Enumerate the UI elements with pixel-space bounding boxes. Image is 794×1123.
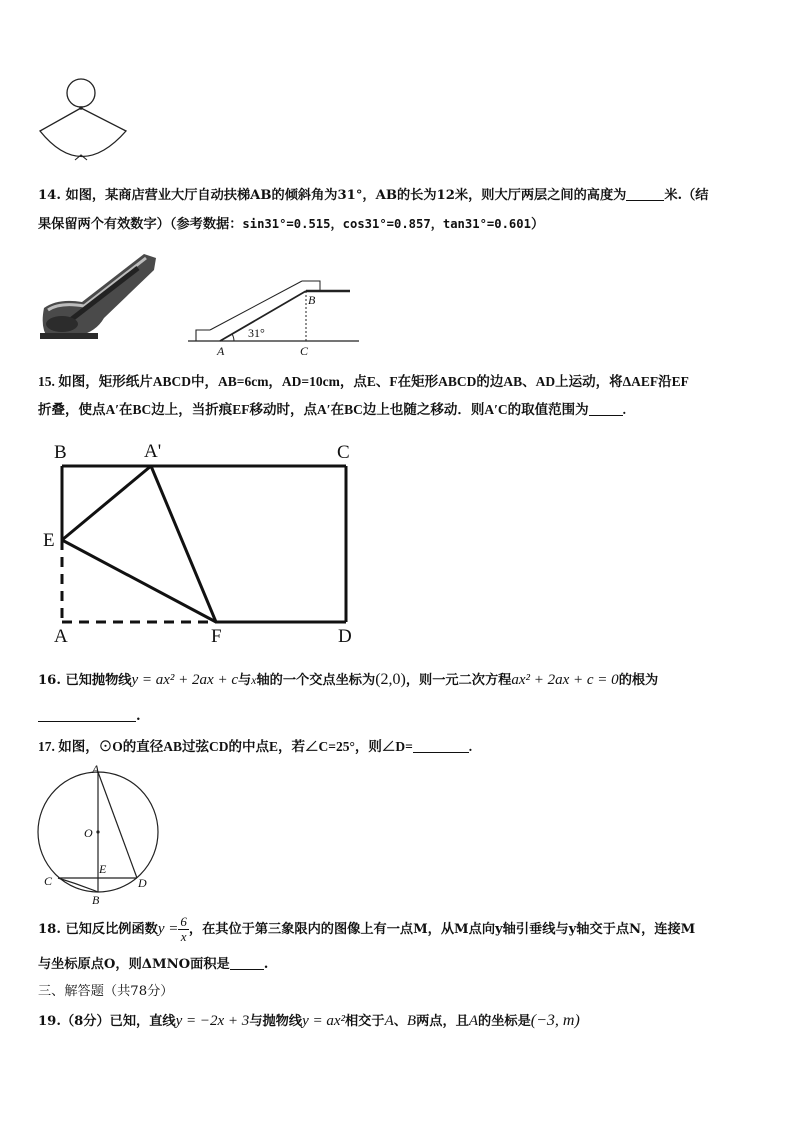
- label-E: E: [99, 862, 107, 876]
- q18-line2-text: 与坐标原点O，则ΔMNO面积是: [38, 957, 230, 972]
- small-circle: [67, 79, 95, 107]
- q17-end: .: [468, 739, 473, 754]
- q16-x-variable: x: [251, 673, 257, 687]
- q15-line2-end: .: [622, 402, 627, 417]
- q14-line1: 14. 如图，某商店营业大厅自动扶梯AB的倾斜角为31°，AB的长为12米，则大厅两层之间的高度为: [38, 188, 627, 203]
- question-18: [38, 914, 758, 945]
- q19-prefix: 19.（8分）已知，直线: [38, 1014, 176, 1029]
- q16-text: 与: [237, 673, 252, 688]
- segment-EA-prime: [62, 466, 151, 540]
- q18-end: .: [263, 957, 269, 972]
- sector-shape: [40, 108, 126, 157]
- label-C: C: [300, 344, 309, 358]
- answer-blank[interactable]: [38, 707, 136, 722]
- q19-text: 相交于: [345, 1014, 385, 1029]
- q16-answer-line: [38, 703, 758, 731]
- q19-text: 与抛物线: [249, 1014, 303, 1029]
- label-A: A: [92, 762, 100, 776]
- answer-blank[interactable]: [626, 186, 664, 201]
- answer-blank[interactable]: [589, 401, 623, 416]
- label-D: D: [338, 626, 352, 647]
- q19-parabola-equation: y = ax²: [302, 1013, 345, 1029]
- q18-line2: [38, 951, 758, 979]
- q18-fraction: [178, 915, 189, 944]
- question-14: [38, 182, 758, 239]
- label-D: D: [138, 876, 147, 890]
- q19-point-A: A: [468, 1013, 479, 1029]
- q16-point: (2,0): [375, 671, 406, 688]
- label-31-degree: 31°: [248, 326, 265, 340]
- upper-block: [302, 281, 320, 291]
- question-15: [38, 368, 758, 424]
- q15-line1: 15. 如图，矩形纸片ABCD中，AB=6cm，AD=10cm，点E、F在矩形ABCD的边AB、AD上运动，将ΔAEF沿EF: [38, 374, 689, 389]
- chord-CB: [58, 878, 98, 892]
- fraction-numerator: 6: [180, 914, 187, 929]
- section-header: 三、解答题（共78分）: [38, 984, 174, 999]
- q16-text: 轴的一个交点坐标为: [256, 673, 376, 688]
- q19-point-A: A: [384, 1013, 394, 1029]
- rectangle-fold-diagram: [40, 440, 370, 650]
- q16-text: 的根为: [618, 673, 659, 688]
- label-A: A: [217, 344, 225, 358]
- q18-text: ，在其位于第三象限内的图像上有一点M，从M点向y轴引垂线与y轴交于点N，连接M: [188, 922, 696, 937]
- q19-text: 的坐标是: [478, 1014, 531, 1029]
- q14-reference-data: sin31°=0.515，cos31°=0.857，tan31°=0.601: [242, 217, 531, 231]
- center-dot: [79, 106, 83, 110]
- q19-point-B: B: [406, 1013, 417, 1029]
- escalator-rail-line: [210, 281, 302, 330]
- label-B: B: [308, 293, 316, 307]
- fold-EF: [62, 540, 216, 622]
- label-O: O: [84, 826, 93, 840]
- center-point-O: [96, 830, 99, 833]
- q16-parabola-equation: y = ax² + 2ax + c: [131, 672, 238, 688]
- segment-A-prime-F: [151, 466, 216, 622]
- angle-arc: [232, 334, 234, 341]
- lower-block: [196, 330, 210, 341]
- label-E: E: [43, 530, 55, 551]
- label-C: C: [44, 874, 53, 888]
- q18-prefix: 18. 已知反比例函数: [38, 922, 158, 937]
- q18-function-y: y =: [157, 921, 179, 937]
- q14-line1-end: 米.（结: [664, 188, 709, 203]
- label-A: A: [54, 626, 68, 647]
- question-16: [38, 666, 758, 695]
- q19-text: 两点，且: [416, 1014, 469, 1029]
- q16-text: ，则一元二次方程: [405, 673, 512, 688]
- q17-text: 17. 如图，⊙O的直径AB过弦CD的中点E，若∠C=25°，则∠D=: [38, 739, 413, 754]
- q15-line2: 折叠，使点A′在BC边上，当折痕EF移动时，点A′在BC边上也随之移动．则A′C的取值范围为: [38, 402, 589, 417]
- question-19: [38, 1007, 758, 1036]
- label-B: B: [54, 442, 67, 463]
- escalator-diagram: [186, 278, 361, 358]
- q16-end: .: [136, 709, 141, 724]
- escalator-shadow: [46, 316, 78, 332]
- q14-line2: 果保留两个有效数字）（参考数据：: [38, 217, 243, 232]
- label-F: F: [211, 626, 222, 647]
- q16-prefix: 16. 已知抛物线: [38, 673, 132, 688]
- q14-line2-end: ）: [530, 217, 545, 232]
- answer-blank[interactable]: [413, 738, 469, 753]
- sector-figure: [34, 74, 134, 176]
- answer-blank[interactable]: [230, 955, 264, 970]
- q19-separator: 、: [393, 1014, 407, 1029]
- label-B: B: [92, 893, 100, 907]
- question-17: [38, 733, 758, 761]
- q16-quadratic-equation: ax² + 2ax + c = 0: [511, 672, 619, 688]
- fraction-denominator: x: [180, 929, 187, 944]
- q19-line-equation: y = −2x + 3: [175, 1013, 250, 1029]
- q19-coordinate: (−3, m): [530, 1012, 580, 1029]
- escalator-photo: [38, 248, 158, 344]
- label-A-prime: A': [144, 441, 162, 462]
- label-C: C: [337, 442, 350, 463]
